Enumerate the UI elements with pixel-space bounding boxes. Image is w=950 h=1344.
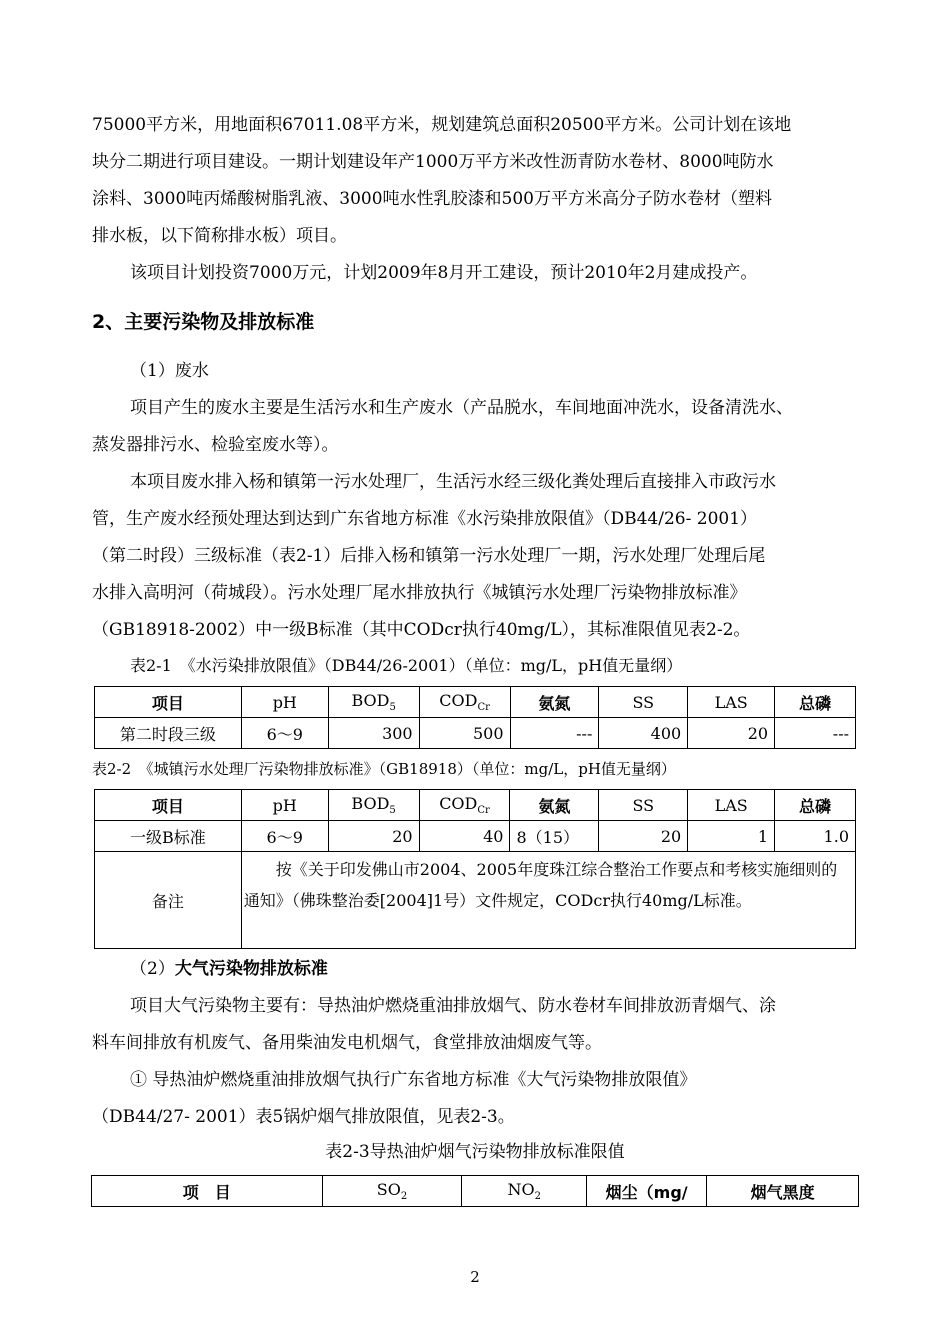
- header-cell: SS: [599, 790, 688, 821]
- table-cell: 400: [599, 718, 688, 749]
- paragraph-line: 管，生产废水经预处理达到达到广东省地方标准《水污染排放限值》（DB44/26- 2001）: [92, 509, 758, 529]
- header-cell: 总磷: [775, 687, 856, 718]
- paragraph-line: 涂料、3000吨丙烯酸树脂乳液、3000吨水性乳胶漆和500万平方米高分子防水卷材（塑料: [92, 189, 772, 209]
- header-cell: LAS: [688, 790, 775, 821]
- header-cell: LAS: [688, 687, 775, 718]
- page-number: 2: [470, 1268, 480, 1286]
- table-cell: 8（15）: [510, 821, 599, 852]
- table-cell: 6～9: [241, 821, 328, 852]
- section-heading: 2、主要污染物及排放标准: [92, 311, 315, 333]
- wastewater-limit-table: [94, 686, 856, 749]
- table-cell: 20: [688, 718, 775, 749]
- wwtp-discharge-table: [94, 789, 856, 949]
- table-cell: ---: [775, 718, 856, 749]
- table-cell: 1.0: [775, 821, 856, 852]
- header-cell: $COD_{Cr}$: [419, 687, 510, 718]
- header-cell: 项 目: [92, 1176, 323, 1207]
- note-label: 备注: [95, 852, 242, 949]
- paragraph-line: （DB44/27- 2001）表5锅炉烟气排放限值，见表2-3。: [92, 1107, 515, 1127]
- table-caption: 表2-1 《水污染排放限值》（DB44/26-2001）（单位：mg/L，pH值无量纲）: [130, 656, 683, 675]
- header-cell: pH: [241, 790, 328, 821]
- header-cell: $BOD_5$: [328, 790, 419, 821]
- table-cell: 20: [328, 821, 419, 852]
- note-text: 按《关于印发佛山市2004、2005年度珠江综合整治工作要点和考核实施细则的通知》（佛珠整治委[2004]1号）文件规定，CODcr执行40mg/L标准。: [241, 852, 855, 949]
- header-cell: 项目: [95, 790, 242, 821]
- paragraph-line: 块分二期进行项目建设。一期计划建设年产1000万平方米改性沥青防水卷材、8000吨防水: [92, 152, 774, 172]
- table-cell: 500: [419, 718, 510, 749]
- header-cell: $BOD_5$: [328, 687, 419, 718]
- paragraph-line: （第二时段）三级标准（表2-1）后排入杨和镇第一污水处理厂一期，污水处理厂处理后尾: [92, 546, 766, 566]
- paragraph-line: 项目产生的废水主要是生活污水和生产废水（产品脱水，车间地面冲洗水，设备清洗水、: [130, 398, 793, 418]
- subsection-heading: [130, 957, 328, 981]
- paragraph-line: 75000平方米，用地面积67011.08平方米，规划建筑总面积20500平方米。公司计划在该地: [92, 115, 792, 135]
- table-header-row: [92, 1176, 859, 1207]
- table-row: [95, 821, 856, 852]
- table-header-row: [95, 687, 856, 718]
- paragraph-line: （GB18918-2002）中一级B标准（其中CODcr执行40mg/L），其标准限值见表2-2。: [92, 620, 751, 640]
- header-cell: SS: [599, 687, 688, 718]
- header-cell: 氨氮: [510, 790, 599, 821]
- subsection-heading: （1）废水: [130, 361, 209, 381]
- table-cell: 第二时段三级: [95, 718, 242, 749]
- header-cell: 烟气黑度: [707, 1176, 859, 1207]
- paragraph-line: 水排入高明河（荷城段）。污水处理厂尾水排放执行《城镇污水处理厂污染物排放标准》: [92, 583, 747, 603]
- header-cell: $SO_2$: [322, 1176, 462, 1207]
- table-cell: 一级B标准: [95, 821, 242, 852]
- table-cell: 20: [599, 821, 688, 852]
- table-caption: 表2-3导热油炉烟气污染物排放标准限值: [325, 1142, 625, 1162]
- table-cell: ---: [510, 718, 599, 749]
- paragraph-line: 该项目计划投资7000万元，计划2009年8月开工建设，预计2010年2月建成投产。: [130, 263, 758, 283]
- header-cell: $COD_{Cr}$: [419, 790, 510, 821]
- table-row: [95, 718, 856, 749]
- header-cell: 总磷: [775, 790, 856, 821]
- header-cell: 氨氮: [510, 687, 599, 718]
- paragraph-line: ① 导热油炉燃烧重油排放烟气执行广东省地方标准《大气污染物排放限值》: [130, 1070, 697, 1090]
- boiler-emission-table: [91, 1175, 859, 1207]
- table-cell: 40: [419, 821, 510, 852]
- table-caption: 表2-2 《城镇污水处理厂污染物排放标准》（GB18918）（单位：mg/L，pH值无量纲）: [92, 760, 676, 778]
- table-header-row: [95, 790, 856, 821]
- paragraph-line: 本项目废水排入杨和镇第一污水处理厂，生活污水经三级化粪处理后直接排入市政污水: [130, 472, 776, 492]
- header-cell: 项目: [95, 687, 242, 718]
- table-cell: 1: [688, 821, 775, 852]
- header-cell: 烟尘（mg/: [587, 1176, 707, 1207]
- table-cell: 300: [328, 718, 419, 749]
- table-cell: 6～9: [241, 718, 328, 749]
- table-note-row: [95, 852, 856, 949]
- paragraph-line: 项目大气污染物主要有：导热油炉燃烧重油排放烟气、防水卷材车间排放沥青烟气、涂: [130, 996, 776, 1016]
- paragraph-line: 蒸发器排污水、检验室废水等）。: [92, 435, 339, 455]
- header-cell: $NO_2$: [462, 1176, 587, 1207]
- paragraph-line: 排水板，以下简称排水板）项目。: [92, 226, 347, 246]
- paragraph-line: 料车间排放有机废气、备用柴油发电机烟气，食堂排放油烟废气等。: [92, 1033, 602, 1053]
- subsection-heading-text: （2）大气污染物排放标准: [130, 959, 328, 979]
- header-cell: pH: [241, 687, 328, 718]
